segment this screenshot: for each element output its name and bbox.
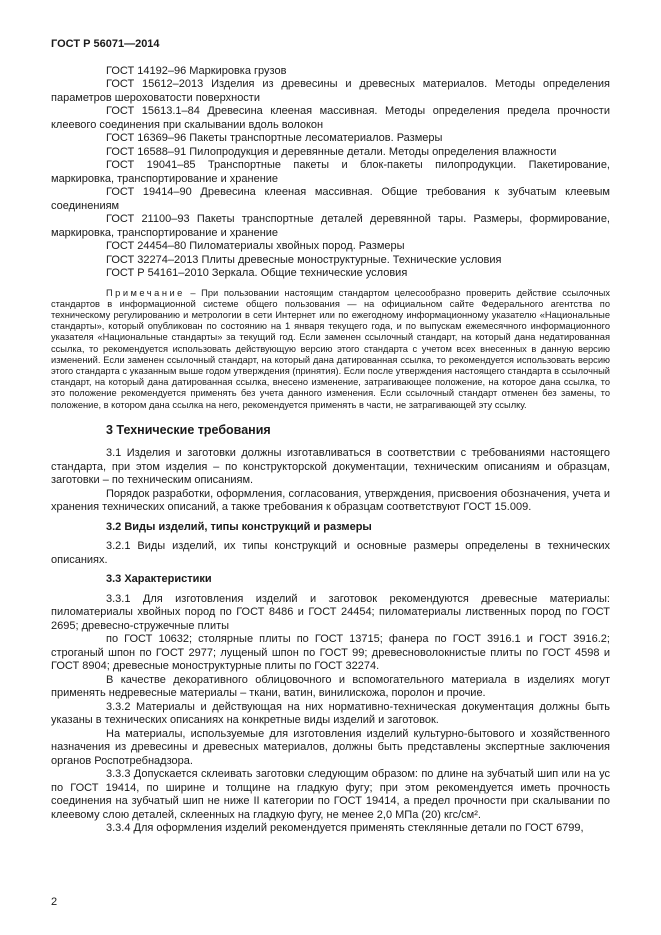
reference-item: ГОСТ Р 54161–2010 Зеркала. Общие технические условия: [106, 267, 408, 279]
paragraph: по ГОСТ 10632; столярные плиты по ГОСТ 13715; фанера по ГОСТ 3916.1 и ГОСТ 3916.2; строганый шпон по ГОСТ 2977; лущеный шпон по ГОСТ 99; древесноволокнистые плиты по ГОСТ 4598 и ГОСТ 8904; древесные моноструктурные плиты по ГОСТ 32274.: [51, 633, 610, 673]
reference-item: ГОСТ 19414–90 Древесина клееная массивная. Общие требования к зубчатым клеевым соединениям: [51, 186, 610, 212]
paragraph: В качестве декоративного облицовочного и вспомогательного материала в изделиях могут применять недревесные материалы – ткани, ватин, винилискожа, поролон и прочие.: [51, 673, 610, 700]
reference-item: ГОСТ 14192–96 Маркировка грузов: [106, 64, 287, 77]
paragraph-3-2-1: 3.2.1 Виды изделий, их типы конструкций и основные размеры определены в технических описаниях.: [51, 540, 610, 566]
note-text: – При пользовании настоящим стандартом целесообразно проверить действие ссылочных стандартов в информационной системе общего пользования — на официальном сайте Федерального агентства по техническому регулированию и метрологии в сети Интернет или по ежегодному информационному указателю «Национальные стандарты», который опубликован по состоянию на 1 января текущего года, и по выпускам ежемесячного информационного указателя «Национальные стандарты» за текущий год. Если заменен ссылочный стандарт, на который дана недатированная ссылка, то рекомендуется использовать действующую версию этого стандарта с учетом всех внесенных в данную версию изменений. Если заменен ссылочный стандарт, на который дана датированная ссылка, то рекомендуется использовать версию этого стандарта с указанным выше годом утверждения (принятия). Если после утверждения настоящего стандарта в ссылочный стандарт, на который дана датированная ссылка, внесено изменение, затрагивающее положение, на которое дана ссылка, то это положение рекомендуется применять без учета данного изменения. Если ссылочный стандарт отменен без замены, то положение, в котором дана ссылка на него, рекомендуется применять в части, не затрагивающей эту ссылку.: [51, 287, 610, 410]
note-paragraph: [51, 288, 610, 411]
paragraph-3-3-2: 3.3.2 Материалы и действующая на них нормативно-техническая документация должны быть указаны в технических описаниях на конкретные виды изделий и заготовок.: [51, 700, 610, 727]
document-header: ГОСТ Р 56071—2014: [51, 38, 160, 50]
paragraph: На материалы, используемые для изготовления изделий культурно-бытового и хозяйственного назначения из древесины и древесных материалов, должны быть представлены экспертные заключения органов Роспотребнадзора.: [51, 727, 610, 767]
reference-item: ГОСТ 16369–96 Пакеты транспортные лесоматериалов. Размеры: [106, 132, 443, 144]
reference-item: ГОСТ 16588–91 Пилопродукция и деревянные детали. Методы определения влажности: [106, 145, 557, 158]
paragraph-3-1: 3.1 Изделия и заготовки должны изготавливаться в соответствии с требованиями настоящего стандарта, при этом изделия – по конструкторской документации, техническим описаниям и образцам, заготовки – по техническим описаниям.: [51, 447, 610, 487]
section-heading: 3 Технические требования: [106, 422, 271, 437]
subheading-3-3: 3.3 Характеристики: [106, 573, 212, 586]
note-label: Примечание: [106, 287, 185, 298]
reference-item: ГОСТ 32274–2013 Плиты древесные моноструктурные. Технические условия: [106, 253, 502, 266]
paragraph: Порядок разработки, оформления, согласования, утверждения, присвоения обозначения, учета и хранения технических описаний, а также требования к образцам соответствуют ГОСТ 15.009.: [51, 487, 610, 514]
reference-item: ГОСТ 21100–93 Пакеты транспортные деталей деревянной тары. Размеры, формирование, маркировка, транспортирование и хранение: [51, 213, 610, 239]
reference-item: ГОСТ 15613.1–84 Древесина клееная массивная. Методы определения предела прочности клеевого соединения при скалывании вдоль волокон: [51, 105, 610, 131]
paragraph-3-3-3: 3.3.3 Допускается склеивать заготовки следующим образом: по длине на зубчатый шип или на ус по ГОСТ 19414, по ширине и толщине на гладкую фугу; при этом рекомендуется иметь прочность соединения на зубчатый шип не ниже II категории по ГОСТ 19414, а предел прочности при скалывании по клеевому слою деталей, склеенных на гладкую фугу, не менее 2,0 МПа (20) кгс/см².: [51, 768, 610, 821]
paragraph-3-3-1: 3.3.1 Для изготовления изделий и заготовок рекомендуются древесные материалы: пиломатериалы хвойных пород по ГОСТ 8486 и ГОСТ 24454; пиломатериалы лиственных пород по ГОСТ 2695; древесно-стружечные плиты: [51, 592, 610, 632]
reference-item: ГОСТ 24454–80 Пиломатериалы хвойных пород. Размеры: [106, 240, 405, 252]
page-number: 2: [51, 895, 58, 908]
references-list: [51, 65, 610, 281]
subheading-3-2: 3.2 Виды изделий, типы конструкций и размеры: [106, 520, 372, 533]
reference-item: ГОСТ 15612–2013 Изделия из древесины и древесных материалов. Методы определения параметров шероховатости поверхности: [51, 78, 610, 104]
paragraph-3-3-4: 3.3.4 Для оформления изделий рекомендуется применять стеклянные детали по ГОСТ 6799,: [106, 822, 584, 835]
reference-item: ГОСТ 19041–85 Транспортные пакеты и блок-пакеты пилопродукции. Пакетирование, маркировка, транспортирование и хранение: [51, 159, 610, 185]
